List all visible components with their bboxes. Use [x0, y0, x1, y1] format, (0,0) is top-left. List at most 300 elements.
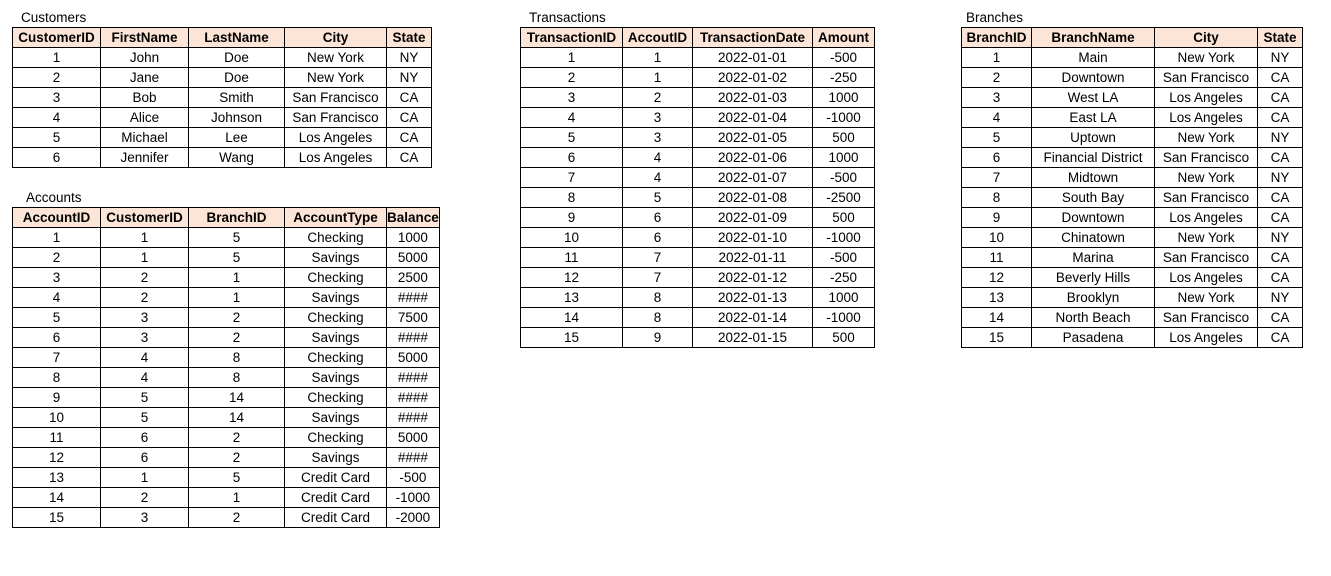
- accounts-cell[interactable]: 9: [13, 388, 101, 408]
- transactions-cell[interactable]: 2022-01-09: [693, 208, 813, 228]
- branches-block: [961, 9, 1303, 348]
- customers-cell[interactable]: Los Angeles: [285, 148, 387, 168]
- accounts-cell[interactable]: Savings: [285, 408, 387, 428]
- transactions-cell[interactable]: 5: [521, 128, 623, 148]
- branches-cell[interactable]: CA: [1258, 68, 1303, 88]
- transactions-cell[interactable]: -1000: [813, 228, 875, 248]
- branches-cell[interactable]: CA: [1258, 248, 1303, 268]
- customers-cell[interactable]: NY: [387, 68, 432, 88]
- transactions-cell[interactable]: -250: [813, 268, 875, 288]
- branches-cell[interactable]: 9: [962, 208, 1032, 228]
- accounts-cell[interactable]: Checking: [285, 268, 387, 288]
- accounts-cell[interactable]: 6: [101, 428, 189, 448]
- transactions-cell[interactable]: -500: [813, 48, 875, 68]
- accounts-row: [13, 268, 440, 288]
- branches-cell[interactable]: 10: [962, 228, 1032, 248]
- transactions-row: [521, 128, 875, 148]
- branches-row: [962, 168, 1303, 188]
- accounts-cell[interactable]: 2: [189, 508, 285, 528]
- accounts-cell[interactable]: 1: [13, 228, 101, 248]
- customers-cell[interactable]: 4: [13, 108, 101, 128]
- accounts-cell[interactable]: 2: [101, 288, 189, 308]
- customers-cell[interactable]: San Francisco: [285, 88, 387, 108]
- accounts-cell[interactable]: 15: [13, 508, 101, 528]
- transactions-row: [521, 328, 875, 348]
- accounts-cell[interactable]: Credit Card: [285, 508, 387, 528]
- accounts-cell[interactable]: 5: [101, 388, 189, 408]
- accounts-cell[interactable]: 8: [189, 368, 285, 388]
- accounts-row: [13, 448, 440, 468]
- customers-row: [13, 108, 432, 128]
- customers-cell[interactable]: Smith: [189, 88, 285, 108]
- transactions-cell[interactable]: 9: [521, 208, 623, 228]
- branches-cell[interactable]: Los Angeles: [1155, 88, 1258, 108]
- accounts-cell[interactable]: ####: [387, 408, 440, 428]
- transactions-column-header[interactable]: TransactionID: [521, 28, 623, 48]
- transactions-cell[interactable]: 4: [521, 108, 623, 128]
- accounts-cell[interactable]: 7500: [387, 308, 440, 328]
- branches-column-header[interactable]: BranchID: [962, 28, 1032, 48]
- transactions-row: [521, 308, 875, 328]
- transactions-row: [521, 268, 875, 288]
- branches-table: [961, 27, 1303, 348]
- accounts-cell[interactable]: 2: [189, 448, 285, 468]
- customers-cell[interactable]: Michael: [101, 128, 189, 148]
- accounts-cell[interactable]: 5000: [387, 348, 440, 368]
- branches-cell[interactable]: 14: [962, 308, 1032, 328]
- accounts-row: [13, 308, 440, 328]
- branches-cell[interactable]: South Bay: [1032, 188, 1155, 208]
- customers-cell[interactable]: San Francisco: [285, 108, 387, 128]
- accounts-cell[interactable]: 14: [13, 488, 101, 508]
- transactions-row: [521, 48, 875, 68]
- customers-cell[interactable]: 6: [13, 148, 101, 168]
- branches-row: [962, 108, 1303, 128]
- customers-cell[interactable]: Bob: [101, 88, 189, 108]
- transactions-row: [521, 68, 875, 88]
- branches-cell[interactable]: 3: [962, 88, 1032, 108]
- accounts-cell[interactable]: 1: [189, 488, 285, 508]
- branches-cell[interactable]: Marina: [1032, 248, 1155, 268]
- accounts-cell[interactable]: 8: [189, 348, 285, 368]
- accounts-cell[interactable]: 1000: [387, 228, 440, 248]
- accounts-cell[interactable]: 5: [189, 228, 285, 248]
- transactions-cell[interactable]: 6: [623, 208, 693, 228]
- customers-cell[interactable]: Johnson: [189, 108, 285, 128]
- accounts-cell[interactable]: 14: [189, 408, 285, 428]
- transactions-cell[interactable]: 9: [623, 328, 693, 348]
- customers-cell[interactable]: Los Angeles: [285, 128, 387, 148]
- accounts-cell[interactable]: 2: [101, 488, 189, 508]
- accounts-row: [13, 388, 440, 408]
- accounts-cell[interactable]: Checking: [285, 308, 387, 328]
- branches-cell[interactable]: CA: [1258, 188, 1303, 208]
- branches-cell[interactable]: Los Angeles: [1155, 108, 1258, 128]
- branches-cell[interactable]: 2: [962, 68, 1032, 88]
- branches-cell[interactable]: 7: [962, 168, 1032, 188]
- transactions-cell[interactable]: 2022-01-03: [693, 88, 813, 108]
- branches-cell[interactable]: Downtown: [1032, 208, 1155, 228]
- customers-column-header[interactable]: CustomerID: [13, 28, 101, 48]
- branches-cell[interactable]: 12: [962, 268, 1032, 288]
- transactions-row: [521, 108, 875, 128]
- accounts-cell[interactable]: 3: [101, 508, 189, 528]
- branches-cell[interactable]: New York: [1155, 168, 1258, 188]
- transactions-cell[interactable]: 3: [623, 128, 693, 148]
- accounts-column-header[interactable]: CustomerID: [101, 208, 189, 228]
- branches-cell[interactable]: 1: [962, 48, 1032, 68]
- transactions-cell[interactable]: 2: [623, 88, 693, 108]
- transactions-column-header[interactable]: Amount: [813, 28, 875, 48]
- accounts-row: [13, 488, 440, 508]
- branches-cell[interactable]: Los Angeles: [1155, 208, 1258, 228]
- accounts-block: [12, 189, 440, 528]
- accounts-cell[interactable]: 14: [189, 388, 285, 408]
- transactions-cell[interactable]: 2022-01-06: [693, 148, 813, 168]
- branches-column-header[interactable]: BranchName: [1032, 28, 1155, 48]
- accounts-row: [13, 248, 440, 268]
- accounts-cell[interactable]: Savings: [285, 248, 387, 268]
- customers-header-row: [13, 28, 432, 48]
- accounts-cell[interactable]: 8: [13, 368, 101, 388]
- transactions-cell[interactable]: 2022-01-14: [693, 308, 813, 328]
- transactions-cell[interactable]: 2022-01-15: [693, 328, 813, 348]
- customers-cell[interactable]: CA: [387, 108, 432, 128]
- accounts-cell[interactable]: 4: [101, 368, 189, 388]
- transactions-cell[interactable]: 13: [521, 288, 623, 308]
- transactions-cell[interactable]: -1000: [813, 308, 875, 328]
- transactions-cell[interactable]: 8: [623, 308, 693, 328]
- accounts-cell[interactable]: Savings: [285, 328, 387, 348]
- branches-cell[interactable]: New York: [1155, 48, 1258, 68]
- accounts-cell[interactable]: ####: [387, 368, 440, 388]
- transactions-cell[interactable]: 500: [813, 128, 875, 148]
- accounts-cell[interactable]: ####: [387, 448, 440, 468]
- branches-cell[interactable]: Los Angeles: [1155, 268, 1258, 288]
- customers-column-header[interactable]: LastName: [189, 28, 285, 48]
- branches-cell[interactable]: CA: [1258, 328, 1303, 348]
- branches-cell[interactable]: San Francisco: [1155, 148, 1258, 168]
- accounts-cell[interactable]: 4: [101, 348, 189, 368]
- branches-cell[interactable]: Midtown: [1032, 168, 1155, 188]
- accounts-cell[interactable]: 2: [189, 328, 285, 348]
- transactions-cell[interactable]: 1: [623, 48, 693, 68]
- accounts-row: [13, 508, 440, 528]
- branches-cell[interactable]: 11: [962, 248, 1032, 268]
- branches-cell[interactable]: Beverly Hills: [1032, 268, 1155, 288]
- transactions-cell[interactable]: 10: [521, 228, 623, 248]
- accounts-cell[interactable]: 6: [101, 448, 189, 468]
- branches-cell[interactable]: 6: [962, 148, 1032, 168]
- accounts-cell[interactable]: 3: [101, 308, 189, 328]
- accounts-cell[interactable]: 13: [13, 468, 101, 488]
- branches-cell[interactable]: NY: [1258, 128, 1303, 148]
- accounts-cell[interactable]: 5: [13, 308, 101, 328]
- customers-column-header[interactable]: State: [387, 28, 432, 48]
- accounts-cell[interactable]: 4: [13, 288, 101, 308]
- transactions-row: [521, 88, 875, 108]
- transactions-row: [521, 228, 875, 248]
- transactions-cell[interactable]: 1: [623, 68, 693, 88]
- branches-cell[interactable]: East LA: [1032, 108, 1155, 128]
- branches-cell[interactable]: Financial District: [1032, 148, 1155, 168]
- transactions-row: [521, 208, 875, 228]
- branches-cell[interactable]: Pasadena: [1032, 328, 1155, 348]
- transactions-cell[interactable]: 1: [521, 48, 623, 68]
- customers-cell[interactable]: Wang: [189, 148, 285, 168]
- customers-row: [13, 48, 432, 68]
- accounts-cell[interactable]: 1: [101, 468, 189, 488]
- branches-cell[interactable]: Brooklyn: [1032, 288, 1155, 308]
- branches-cell[interactable]: New York: [1155, 288, 1258, 308]
- accounts-cell[interactable]: 2: [101, 268, 189, 288]
- accounts-cell[interactable]: 1: [189, 268, 285, 288]
- accounts-cell[interactable]: 2: [189, 428, 285, 448]
- branches-cell[interactable]: San Francisco: [1155, 68, 1258, 88]
- transactions-cell[interactable]: 3: [623, 108, 693, 128]
- accounts-cell[interactable]: Checking: [285, 428, 387, 448]
- branches-cell[interactable]: Uptown: [1032, 128, 1155, 148]
- accounts-cell[interactable]: -1000: [387, 488, 440, 508]
- branches-cell[interactable]: New York: [1155, 228, 1258, 248]
- transactions-cell[interactable]: -250: [813, 68, 875, 88]
- accounts-row: [13, 428, 440, 448]
- transactions-row: [521, 148, 875, 168]
- branches-row: [962, 68, 1303, 88]
- accounts-row: [13, 468, 440, 488]
- customers-block: [12, 9, 432, 168]
- accounts-cell[interactable]: 11: [13, 428, 101, 448]
- customers-cell[interactable]: Lee: [189, 128, 285, 148]
- customers-cell[interactable]: New York: [285, 68, 387, 88]
- transactions-cell[interactable]: 4: [623, 148, 693, 168]
- branches-cell[interactable]: 13: [962, 288, 1032, 308]
- transactions-cell[interactable]: -500: [813, 168, 875, 188]
- branches-row: [962, 228, 1303, 248]
- accounts-cell[interactable]: Checking: [285, 348, 387, 368]
- accounts-cell[interactable]: ####: [387, 328, 440, 348]
- customers-cell[interactable]: CA: [387, 128, 432, 148]
- branches-cell[interactable]: NY: [1258, 288, 1303, 308]
- customers-column-header[interactable]: City: [285, 28, 387, 48]
- accounts-cell[interactable]: Savings: [285, 448, 387, 468]
- branches-cell[interactable]: 4: [962, 108, 1032, 128]
- accounts-row: [13, 228, 440, 248]
- transactions-row: [521, 168, 875, 188]
- accounts-cell[interactable]: Checking: [285, 388, 387, 408]
- accounts-cell[interactable]: Savings: [285, 368, 387, 388]
- branches-cell[interactable]: 15: [962, 328, 1032, 348]
- branches-cell[interactable]: Downtown: [1032, 68, 1155, 88]
- customers-cell[interactable]: NY: [387, 48, 432, 68]
- transactions-cell[interactable]: 8: [623, 288, 693, 308]
- branches-column-header[interactable]: City: [1155, 28, 1258, 48]
- accounts-cell[interactable]: 1: [189, 288, 285, 308]
- transactions-cell[interactable]: 2022-01-04: [693, 108, 813, 128]
- customers-cell[interactable]: New York: [285, 48, 387, 68]
- accounts-row: [13, 328, 440, 348]
- accounts-cell[interactable]: 5000: [387, 248, 440, 268]
- accounts-row: [13, 288, 440, 308]
- branches-column-header[interactable]: State: [1258, 28, 1303, 48]
- accounts-column-header[interactable]: AccountID: [13, 208, 101, 228]
- branches-row: [962, 48, 1303, 68]
- customers-cell[interactable]: Jennifer: [101, 148, 189, 168]
- transactions-cell[interactable]: 6: [521, 148, 623, 168]
- accounts-cell[interactable]: 3: [101, 328, 189, 348]
- accounts-cell[interactable]: 10: [13, 408, 101, 428]
- branches-cell[interactable]: San Francisco: [1155, 248, 1258, 268]
- branches-title: Branches: [966, 10, 1024, 25]
- transactions-cell[interactable]: 12: [521, 268, 623, 288]
- customers-row: [13, 68, 432, 88]
- accounts-cell[interactable]: 6: [13, 328, 101, 348]
- branches-row: [962, 328, 1303, 348]
- branches-cell[interactable]: 5: [962, 128, 1032, 148]
- accounts-table: [12, 207, 440, 528]
- customers-cell[interactable]: 3: [13, 88, 101, 108]
- branches-cell[interactable]: CA: [1258, 308, 1303, 328]
- transactions-header-row: [521, 28, 875, 48]
- customers-cell[interactable]: Alice: [101, 108, 189, 128]
- branches-cell[interactable]: NY: [1258, 228, 1303, 248]
- accounts-column-header[interactable]: BranchID: [189, 208, 285, 228]
- accounts-cell[interactable]: 5: [189, 248, 285, 268]
- transactions-cell[interactable]: 2022-01-10: [693, 228, 813, 248]
- accounts-cell[interactable]: 5: [189, 468, 285, 488]
- branches-cell[interactable]: CA: [1258, 268, 1303, 288]
- branches-cell[interactable]: NY: [1258, 48, 1303, 68]
- customers-cell[interactable]: 1: [13, 48, 101, 68]
- transactions-cell[interactable]: 2022-01-08: [693, 188, 813, 208]
- transactions-cell[interactable]: 7: [623, 268, 693, 288]
- transactions-cell[interactable]: 14: [521, 308, 623, 328]
- accounts-cell[interactable]: ####: [387, 288, 440, 308]
- branches-cell[interactable]: CA: [1258, 208, 1303, 228]
- accounts-row: [13, 408, 440, 428]
- transactions-cell[interactable]: -2500: [813, 188, 875, 208]
- customers-row: [13, 148, 432, 168]
- accounts-cell[interactable]: Credit Card: [285, 468, 387, 488]
- branches-cell[interactable]: CA: [1258, 88, 1303, 108]
- branches-row: [962, 308, 1303, 328]
- branches-cell[interactable]: 8: [962, 188, 1032, 208]
- customers-title: Customers: [21, 10, 87, 25]
- transactions-cell[interactable]: 4: [623, 168, 693, 188]
- customers-cell[interactable]: Doe: [189, 48, 285, 68]
- customers-cell[interactable]: John: [101, 48, 189, 68]
- transactions-cell[interactable]: 500: [813, 208, 875, 228]
- transactions-cell[interactable]: 2022-01-12: [693, 268, 813, 288]
- accounts-cell[interactable]: 7: [13, 348, 101, 368]
- accounts-header-row: [13, 208, 440, 228]
- transactions-cell[interactable]: 1000: [813, 88, 875, 108]
- transactions-cell[interactable]: 500: [813, 328, 875, 348]
- branches-row: [962, 288, 1303, 308]
- accounts-cell[interactable]: 2: [189, 308, 285, 328]
- accounts-cell[interactable]: Checking: [285, 228, 387, 248]
- accounts-cell[interactable]: 5: [101, 408, 189, 428]
- accounts-column-header[interactable]: AccountType: [285, 208, 387, 228]
- transactions-cell[interactable]: 15: [521, 328, 623, 348]
- branches-cell[interactable]: New York: [1155, 128, 1258, 148]
- branches-cell[interactable]: North Beach: [1032, 308, 1155, 328]
- transactions-row: [521, 288, 875, 308]
- accounts-cell[interactable]: 5000: [387, 428, 440, 448]
- accounts-cell[interactable]: 2: [13, 248, 101, 268]
- accounts-cell[interactable]: 1: [101, 228, 189, 248]
- branches-cell[interactable]: Los Angeles: [1155, 328, 1258, 348]
- customers-cell[interactable]: 5: [13, 128, 101, 148]
- branches-row: [962, 268, 1303, 288]
- transactions-cell[interactable]: 11: [521, 248, 623, 268]
- transactions-cell[interactable]: 2022-01-02: [693, 68, 813, 88]
- customers-cell[interactable]: CA: [387, 148, 432, 168]
- transactions-cell[interactable]: 2022-01-13: [693, 288, 813, 308]
- accounts-row: [13, 348, 440, 368]
- accounts-cell[interactable]: 1: [101, 248, 189, 268]
- branches-cell[interactable]: West LA: [1032, 88, 1155, 108]
- branches-cell[interactable]: Main: [1032, 48, 1155, 68]
- transactions-cell[interactable]: 3: [521, 88, 623, 108]
- customers-cell[interactable]: 2: [13, 68, 101, 88]
- customers-row: [13, 88, 432, 108]
- branches-cell[interactable]: Chinatown: [1032, 228, 1155, 248]
- accounts-cell[interactable]: Savings: [285, 288, 387, 308]
- transactions-cell[interactable]: 5: [623, 188, 693, 208]
- transactions-cell[interactable]: 1000: [813, 148, 875, 168]
- transactions-column-header[interactable]: TransactionDate: [693, 28, 813, 48]
- branches-cell[interactable]: CA: [1258, 148, 1303, 168]
- accounts-cell[interactable]: -2000: [387, 508, 440, 528]
- transactions-cell[interactable]: 6: [623, 228, 693, 248]
- transactions-cell[interactable]: -500: [813, 248, 875, 268]
- transactions-cell[interactable]: 2022-01-05: [693, 128, 813, 148]
- transactions-column-header[interactable]: AccoutID: [623, 28, 693, 48]
- transactions-row: [521, 188, 875, 208]
- accounts-cell[interactable]: -500: [387, 468, 440, 488]
- transactions-cell[interactable]: -1000: [813, 108, 875, 128]
- branches-header-row: [962, 28, 1303, 48]
- transactions-cell[interactable]: 2022-01-11: [693, 248, 813, 268]
- branches-cell[interactable]: NY: [1258, 168, 1303, 188]
- branches-cell[interactable]: CA: [1258, 108, 1303, 128]
- accounts-cell[interactable]: 12: [13, 448, 101, 468]
- branches-row: [962, 208, 1303, 228]
- transactions-cell[interactable]: 7: [623, 248, 693, 268]
- branches-cell[interactable]: San Francisco: [1155, 188, 1258, 208]
- accounts-cell[interactable]: 2500: [387, 268, 440, 288]
- transactions-block: [520, 9, 875, 348]
- customers-cell[interactable]: Jane: [101, 68, 189, 88]
- accounts-cell[interactable]: 3: [13, 268, 101, 288]
- customers-cell[interactable]: Doe: [189, 68, 285, 88]
- customers-column-header[interactable]: FirstName: [101, 28, 189, 48]
- customers-table: [12, 27, 432, 168]
- accounts-cell[interactable]: ####: [387, 388, 440, 408]
- transactions-cell[interactable]: 2022-01-01: [693, 48, 813, 68]
- transactions-cell[interactable]: 8: [521, 188, 623, 208]
- accounts-column-header[interactable]: Balance: [387, 208, 440, 228]
- branches-row: [962, 148, 1303, 168]
- transactions-cell[interactable]: 2022-01-07: [693, 168, 813, 188]
- customers-cell[interactable]: CA: [387, 88, 432, 108]
- accounts-cell[interactable]: Credit Card: [285, 488, 387, 508]
- transactions-cell[interactable]: 2: [521, 68, 623, 88]
- branches-cell[interactable]: San Francisco: [1155, 308, 1258, 328]
- transactions-cell[interactable]: 1000: [813, 288, 875, 308]
- transactions-cell[interactable]: 7: [521, 168, 623, 188]
